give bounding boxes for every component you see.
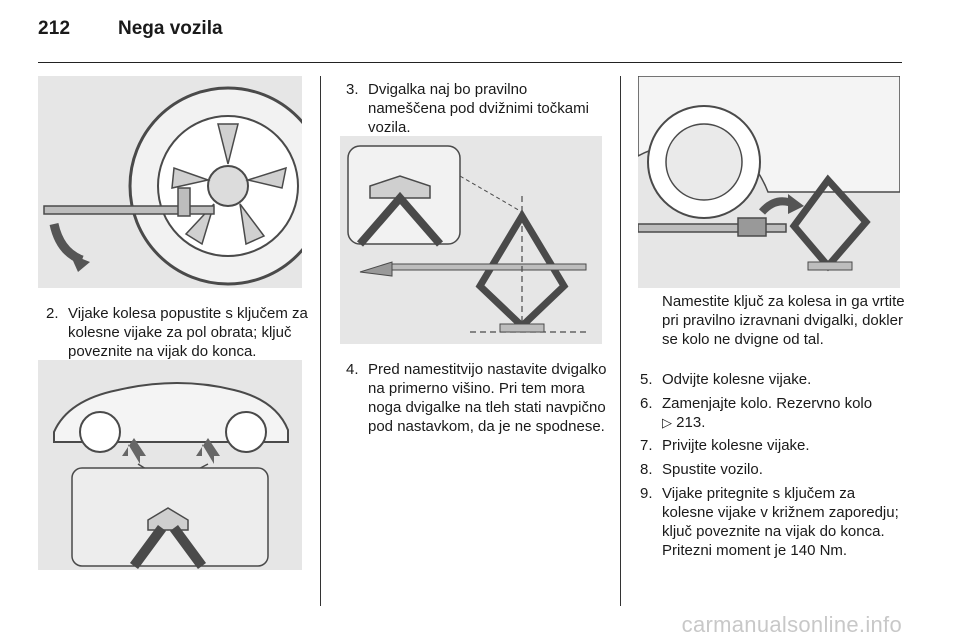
step-number: 9. bbox=[640, 485, 653, 502]
column-divider-right bbox=[620, 76, 621, 606]
step-3 bbox=[346, 80, 608, 137]
step-number: 2. bbox=[46, 305, 59, 322]
jack-crank-paragraph: Namestite ključ za kolesa in ga vrtite pri pravilno izravnani dvigalki, dokler se kolo ne dvigne od tal. bbox=[662, 293, 905, 348]
page-reference: 213. bbox=[676, 414, 706, 431]
step-text-wrap bbox=[640, 394, 910, 432]
step-number: 4. bbox=[346, 361, 359, 378]
step-number: 5. bbox=[640, 371, 653, 388]
step-text: Zamenjajte kolo. Rezervno kolo bbox=[662, 395, 873, 412]
jack-position-illustration bbox=[340, 136, 602, 344]
step-2 bbox=[46, 304, 308, 361]
page-reference-icon: ▷ bbox=[662, 415, 672, 430]
column-divider-left bbox=[320, 76, 321, 606]
step-number: 8. bbox=[640, 461, 653, 478]
step-number: 7. bbox=[640, 437, 653, 454]
step-text: Vijake kolesa popustite s ključem za kolesne vijake za pol obrata; ključ poveznite na vijak do konca. bbox=[68, 305, 308, 360]
page-number: 212 bbox=[38, 18, 71, 39]
step-7 bbox=[640, 436, 910, 455]
step-4 bbox=[346, 360, 608, 436]
step-number: 3. bbox=[346, 81, 359, 98]
step-text: Pred namestitvijo nastavite dvigalko na primerno višino. Pri tem mora noga dvigalke na tleh stati navpično pod nastavkom, da je ne spodnese. bbox=[368, 361, 607, 435]
step-text: Spustite vozilo. bbox=[662, 461, 763, 478]
section-title: Nega vozila bbox=[118, 18, 223, 39]
step-8 bbox=[640, 460, 910, 479]
step-text: Odvijte kolesne vijake. bbox=[662, 371, 812, 388]
step-6 bbox=[640, 394, 910, 432]
wheel-wrench-illustration bbox=[38, 76, 302, 288]
step-text: Privijte kolesne vijake. bbox=[662, 437, 810, 454]
step-number: 6. bbox=[640, 395, 653, 412]
step-5 bbox=[640, 370, 910, 389]
step-text: Vijake pritegnite s ključem za kolesne vijake v križnem zaporedju; ključ poveznite na vijak do konca. Pritezni moment je 140 Nm. bbox=[662, 485, 899, 559]
watermark: carmanualsonline.info bbox=[681, 612, 902, 637]
step-text: Dvigalka naj bo pravilno nameščena pod dvižnimi točkami vozila. bbox=[368, 81, 589, 136]
jack-crank-illustration bbox=[638, 76, 900, 288]
step-9 bbox=[640, 484, 910, 560]
header-rule bbox=[38, 62, 902, 63]
car-jack-points-illustration bbox=[38, 360, 302, 570]
